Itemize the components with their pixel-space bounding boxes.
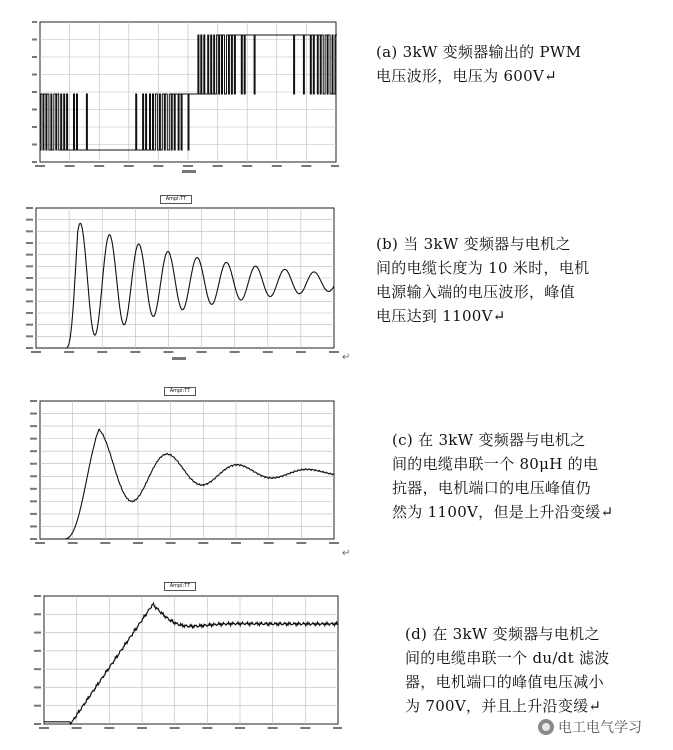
chart-d-ytick-label [34, 705, 41, 707]
chart-b-ytick-label [26, 335, 33, 337]
chart-c-ytick-label [30, 513, 37, 515]
chart-a-xtick-label [65, 165, 75, 167]
chart-c-xtick-label [35, 542, 45, 544]
chart-c-ytick-label [30, 425, 37, 427]
chart-c-ytick-label [30, 438, 37, 440]
chart-c-xtick-label [198, 542, 208, 544]
chart-d-plot-area [44, 596, 338, 724]
return-mark-b: ↵ [342, 352, 351, 363]
chart-b-xtick-label [97, 351, 107, 353]
chart-b-xtick-label [263, 351, 273, 353]
chart-d-xtick-label [235, 727, 245, 729]
chart-d-ytick-label [34, 632, 41, 634]
legend-d: Ampl:TT [164, 582, 196, 591]
chart-b-xtick-label [64, 351, 74, 353]
chart-b-ytick-label [26, 207, 33, 209]
caption-c [392, 428, 613, 524]
chart-d [32, 590, 342, 740]
chart-c-xtick-label [296, 542, 306, 544]
chart-c-ytick-label [30, 450, 37, 452]
chart-b-ytick-label [26, 219, 33, 221]
caption-c-line-2: 间的电缆串联一个 80μH 的电 [392, 455, 599, 473]
chart-d-xtick-label [72, 727, 82, 729]
chart-a-svg [32, 16, 339, 181]
chart-a-xunit-label [182, 170, 196, 173]
chart-d-xtick-label [170, 727, 180, 729]
legend-b: Ampl:TT [160, 195, 192, 204]
caption-c-line-1: (c) 在 3kW 变频器与电机之 [392, 431, 586, 449]
chart-c-ytick-label [30, 475, 37, 477]
chart-a [32, 16, 339, 181]
chart-d-xtick-label [333, 727, 342, 729]
chart-c-ytick-label [30, 488, 37, 490]
caption-c-line-3: 抗器，电机端口的电压峰值仍 [392, 479, 591, 497]
chart-a-ytick-label [32, 56, 37, 58]
chart-c-ytick-label [30, 500, 37, 502]
chart-c-ytick-label [30, 463, 37, 465]
caption-b-line-4: 电压达到 1100V↵ [376, 307, 506, 325]
caption-b-line-2: 间的电缆长度为 10 米时，电机 [376, 259, 590, 277]
chart-a-xtick-label [153, 165, 163, 167]
chart-d-xtick-label [202, 727, 212, 729]
chart-a-xtick-label [331, 165, 339, 167]
chart-b-xtick-label [197, 351, 207, 353]
chart-a-ytick-label [32, 74, 37, 76]
caption-b-line-3: 电源输入端的电压波形，峰值 [376, 283, 575, 301]
chart-a-xtick-label [301, 165, 311, 167]
chart-b-ytick-label [26, 324, 33, 326]
caption-d-line-3: 器，电机端口的峰值电压减小 [405, 673, 604, 691]
chart-b-ytick-label [26, 277, 33, 279]
chart-a-xtick-label [35, 165, 45, 167]
chart-b-ytick-label [26, 254, 33, 256]
chart-b-xtick-label [163, 351, 173, 353]
chart-c-xtick-label [166, 542, 176, 544]
chart-c-xtick-label [329, 542, 339, 544]
chart-d-ytick-label [34, 723, 41, 725]
chart-d-xtick-label [300, 727, 310, 729]
chart-c-xtick-label [133, 542, 143, 544]
chart-b-xunit-label [172, 357, 186, 360]
chart-d-ytick-label [34, 650, 41, 652]
chart-b-xtick-label [296, 351, 306, 353]
chart-c-ytick-label [30, 538, 37, 540]
chart-b-ytick-label [26, 347, 33, 349]
chart-d-xtick-label [137, 727, 147, 729]
chart-d-xtick-label [104, 727, 114, 729]
chart-b [22, 202, 342, 362]
caption-b-line-1: (b) 当 3kW 变频器与电机之 [376, 235, 571, 253]
caption-d [405, 622, 610, 718]
chart-d-ytick-label [34, 686, 41, 688]
chart-a-ytick-label [32, 109, 37, 111]
chart-c-xtick-label [231, 542, 241, 544]
chart-c-ytick-label [30, 525, 37, 527]
chart-d-ytick-label [34, 595, 41, 597]
return-mark-c: ↵ [342, 548, 351, 559]
chart-a-ytick-label [32, 21, 37, 23]
watermark [538, 717, 642, 737]
chart-a-ytick-label [32, 161, 37, 163]
caption-d-line-1: (d) 在 3kW 变频器与电机之 [405, 625, 600, 643]
chart-b-ytick-label [26, 289, 33, 291]
chart-b-ytick-label [26, 230, 33, 232]
chart-a-xtick-label [94, 165, 104, 167]
chart-a-ytick-label [32, 39, 37, 41]
chart-b-ytick-label [26, 265, 33, 267]
wechat-icon [538, 719, 554, 735]
chart-d-svg [32, 590, 342, 740]
chart-c-svg [28, 395, 342, 553]
chart-b-ytick-label [26, 300, 33, 302]
caption-d-line-2: 间的电缆串联一个 du/dt 滤波 [405, 649, 610, 667]
caption-c-line-4: 然为 1100V，但是上升沿变缓↵ [392, 503, 614, 521]
chart-d-ytick-label [34, 668, 41, 670]
chart-a-xtick-label [213, 165, 223, 167]
chart-c-xtick-label [68, 542, 78, 544]
caption-a-line-2: 电压波形，电压为 600V↵ [376, 67, 557, 85]
chart-a-xtick-label [183, 165, 193, 167]
chart-d-ytick-label [34, 613, 41, 615]
chart-c-ytick-label [30, 413, 37, 415]
caption-b [376, 232, 589, 328]
chart-c-plot-area [40, 401, 334, 539]
chart-a-xtick-label [124, 165, 134, 167]
chart-b-xtick-label [130, 351, 140, 353]
caption-a [376, 40, 581, 88]
chart-a-xtick-label [272, 165, 282, 167]
chart-b-xtick-label [329, 351, 339, 353]
chart-b-ytick-label [26, 242, 33, 244]
legend-c: Ampl:TT [164, 387, 196, 396]
chart-b-svg [22, 202, 342, 362]
chart-b-xtick-label [31, 351, 41, 353]
chart-c-ytick-label [30, 400, 37, 402]
chart-a-ytick-label [32, 91, 37, 93]
chart-c [28, 395, 342, 553]
chart-c-xtick-label [100, 542, 110, 544]
watermark-text: 电工电气学习 [558, 720, 642, 736]
chart-b-xtick-label [230, 351, 240, 353]
chart-d-xtick-label [268, 727, 278, 729]
chart-a-ytick-label [32, 144, 37, 146]
chart-a-ytick-label [32, 126, 37, 128]
chart-a-xtick-label [242, 165, 252, 167]
caption-a-line-1: (a) 3kW 变频器输出的 PWM [376, 43, 582, 61]
caption-d-line-4: 为 700V，并且上升沿变缓↵ [405, 697, 602, 715]
chart-d-xtick-label [39, 727, 49, 729]
chart-b-ytick-label [26, 312, 33, 314]
chart-c-xtick-label [264, 542, 274, 544]
